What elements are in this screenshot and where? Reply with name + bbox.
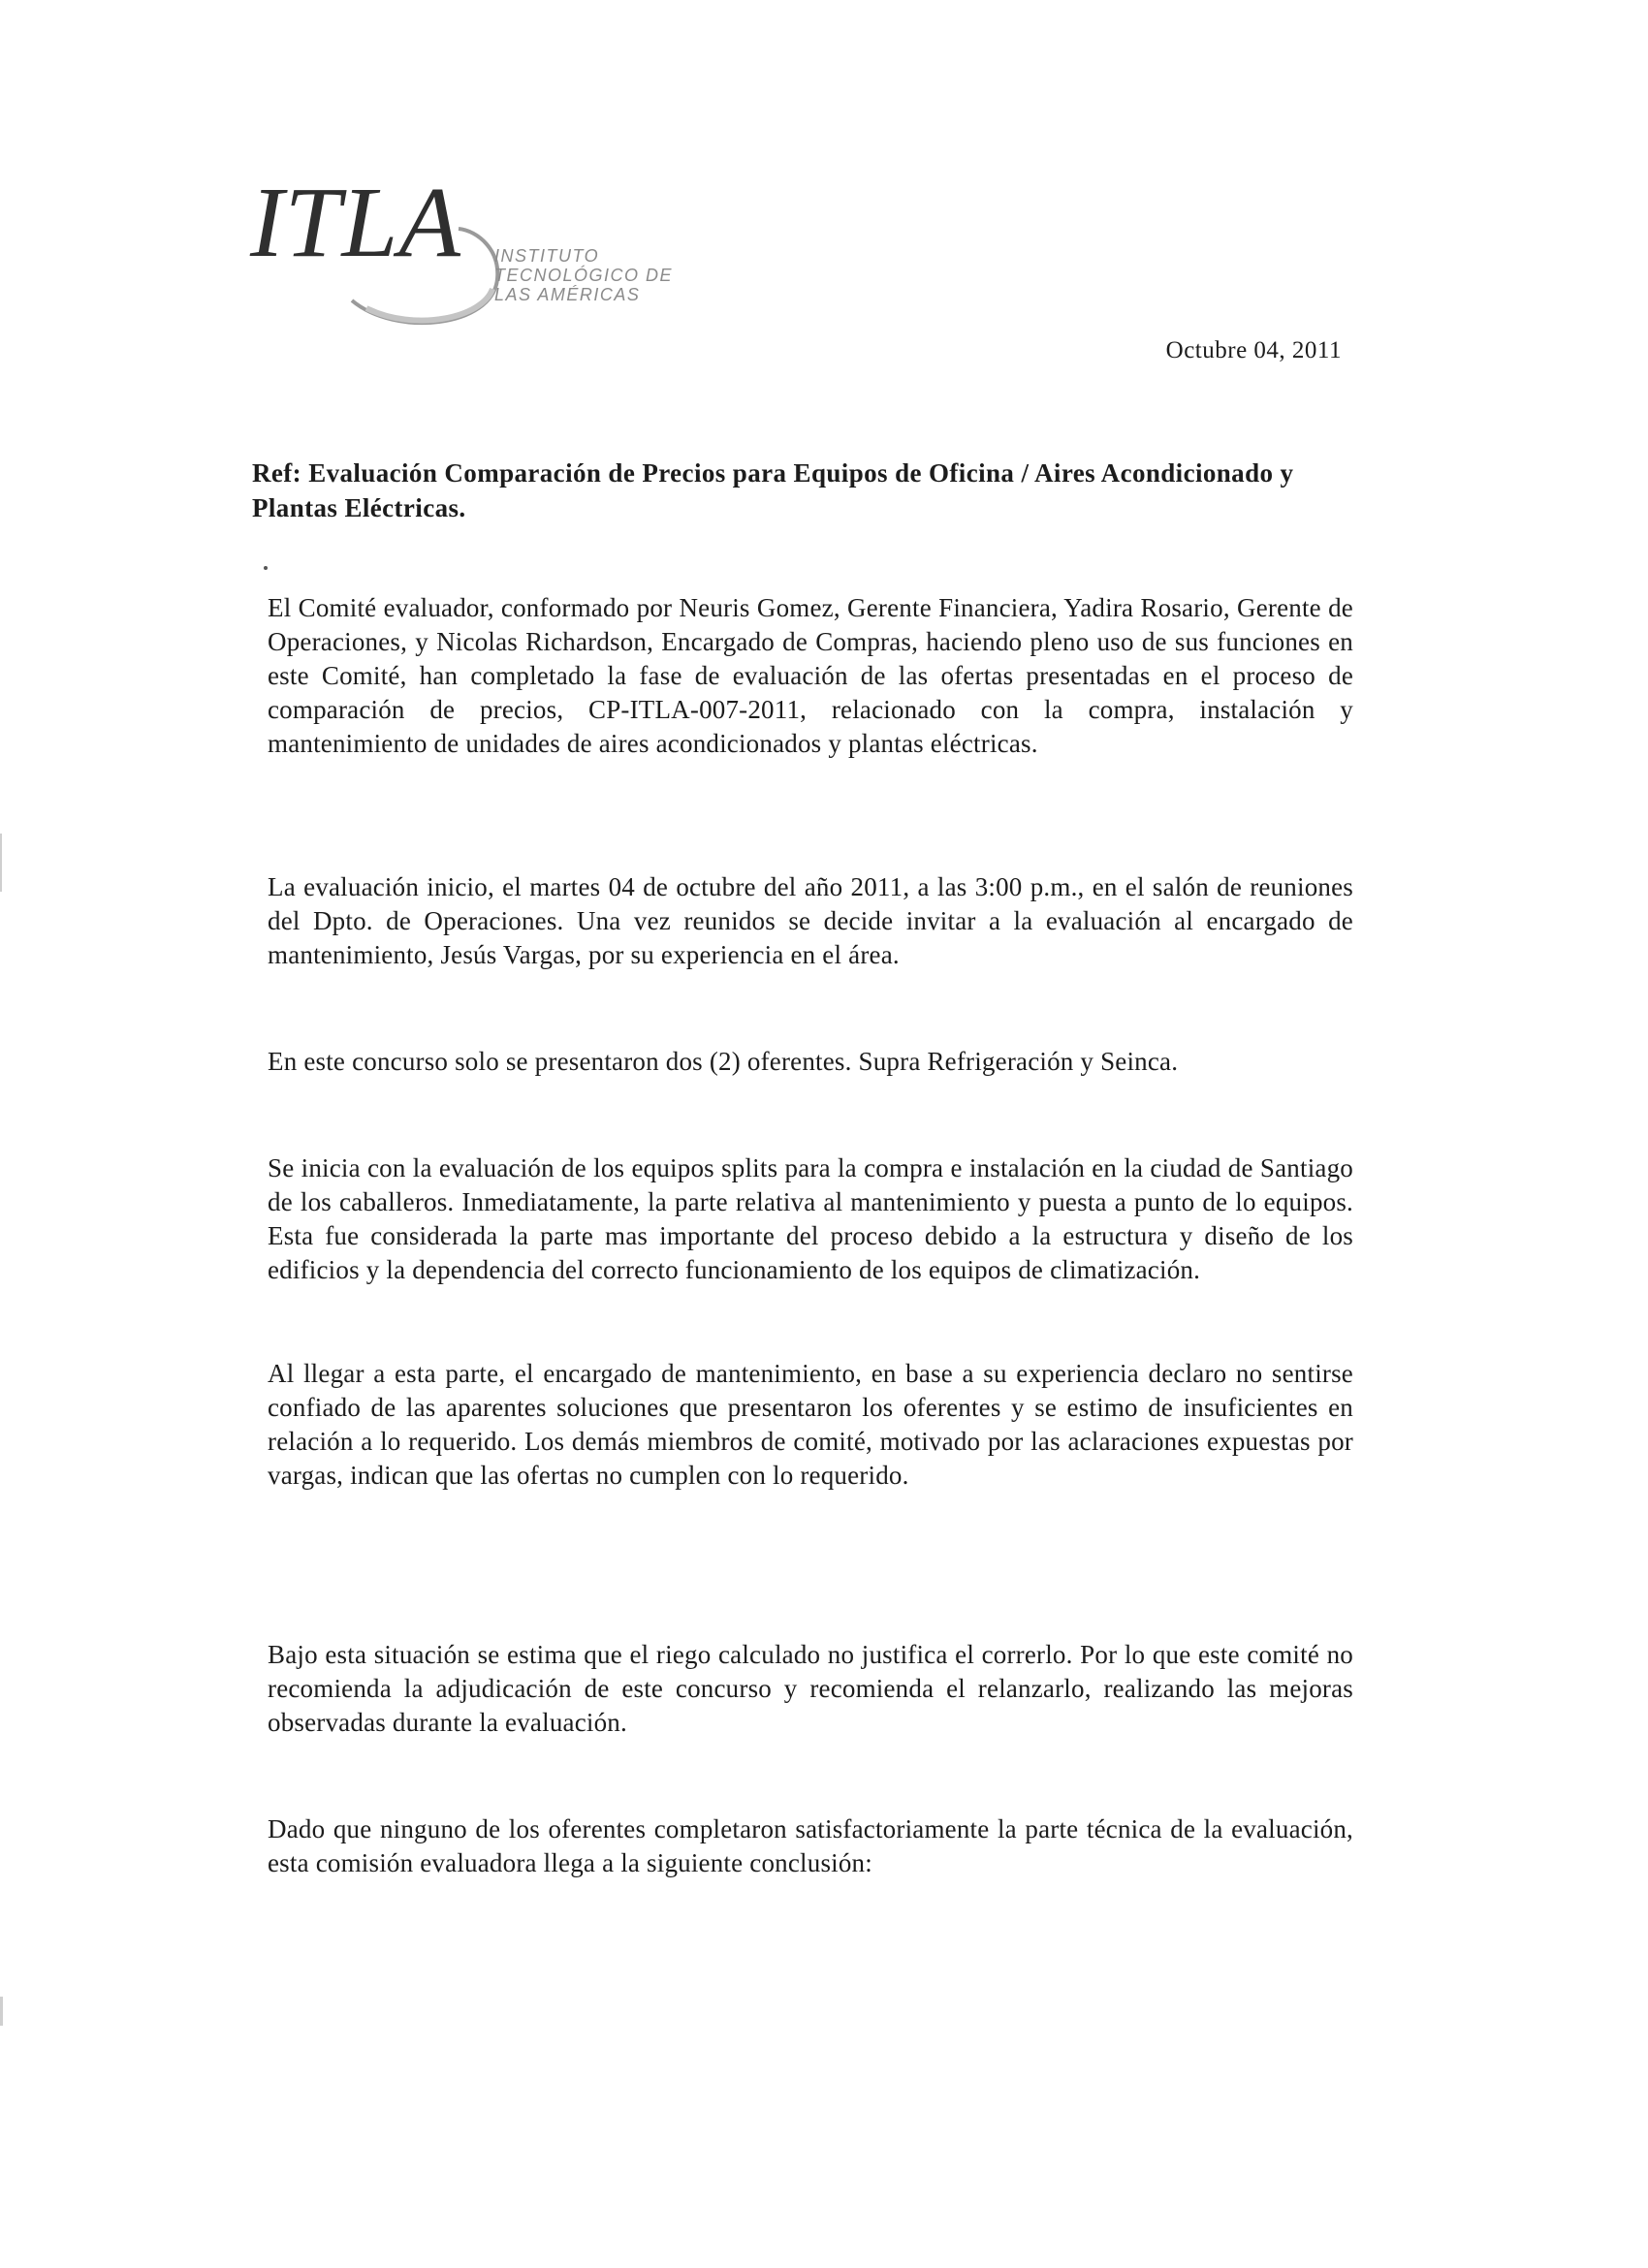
body-paragraph: En este concurso solo se presentaron dos (2) oferentes. Supra Refrigeración y Seinca. — [268, 1047, 1179, 1076]
logo-mark: ITLA — [250, 167, 461, 278]
reference-line: Ref: Evaluación Comparación de Precios para Equipos de Oficina / Aires Acondicionado y Plantas Eléctricas. — [252, 458, 1294, 522]
body-paragraph: El Comité evaluador, conformado por Neuris Gomez, Gerente Financiera, Yadira Rosario, Gerente de Operaciones, y Nicolas Richardson, Encargado de Compras, haciendo pleno uso de sus funciones en este Comité, han completado la fase de evaluación de las ofertas presentadas en el proceso de comparación de precios, CP-ITLA-007-2011, relacionado con la compra, instalación y mantenimiento de unidades de aires acondicionados y plantas eléctricas. — [268, 593, 1353, 758]
logo-line: TECNOLÓGICO DE — [494, 266, 674, 285]
itla-logo — [250, 167, 674, 328]
letter-date: Octubre 04, 2011 — [1165, 337, 1342, 363]
logo-line: INSTITUTO — [494, 246, 600, 266]
scan-edge-mark — [0, 1997, 3, 2026]
body-paragraph: Al llegar a esta parte, el encargado de mantenimiento, en base a su experiencia declaro no sentirse confiado de las aparentes soluciones que presentaron los oferentes y se estimo de insuficientes en relación a lo requerido. Los demás miembros de comité, motivado por las aclaraciones expuestas por vargas, indican que las ofertas no cumplen con lo requerido. — [268, 1359, 1353, 1490]
logo-line: LAS AMÉRICAS — [494, 285, 641, 304]
scan-speck — [264, 566, 268, 570]
body-paragraph: Dado que ninguno de los oferentes completaron satisfactoriamente la parte técnica de la evaluación, esta comisión evaluadora llega a la siguiente conclusión: — [268, 1814, 1353, 1877]
body-paragraph: Bajo esta situación se estima que el riego calculado no justifica el correrlo. Por lo que este comité no recomienda la adjudicación de este concurso y recomienda el relanzarlo, realizando las mejoras observadas durante la evaluación. — [268, 1640, 1353, 1737]
body-paragraph: Se inicia con la evaluación de los equipos splits para la compra e instalación en la ciudad de Santiago de los caballeros. Inmediatamente, la parte relativa al mantenimiento y puesta a punto de lo equipos. Esta fue considerada la parte mas importante del proceso debido a la estructura y diseño de los edificios y la dependencia del correcto funcionamiento de los equipos de climatización. — [268, 1153, 1353, 1284]
body-paragraph: La evaluación inicio, el martes 04 de octubre del año 2011, a las 3:00 p.m., en el salón de reuniones del Dpto. de Operaciones. Una vez reunidos se decide invitar a la evaluación al encargado de mantenimiento, Jesús Vargas, por su experiencia en el área. — [268, 872, 1353, 969]
scan-edge-mark — [0, 834, 2, 892]
logo-institute-name — [494, 246, 673, 304]
